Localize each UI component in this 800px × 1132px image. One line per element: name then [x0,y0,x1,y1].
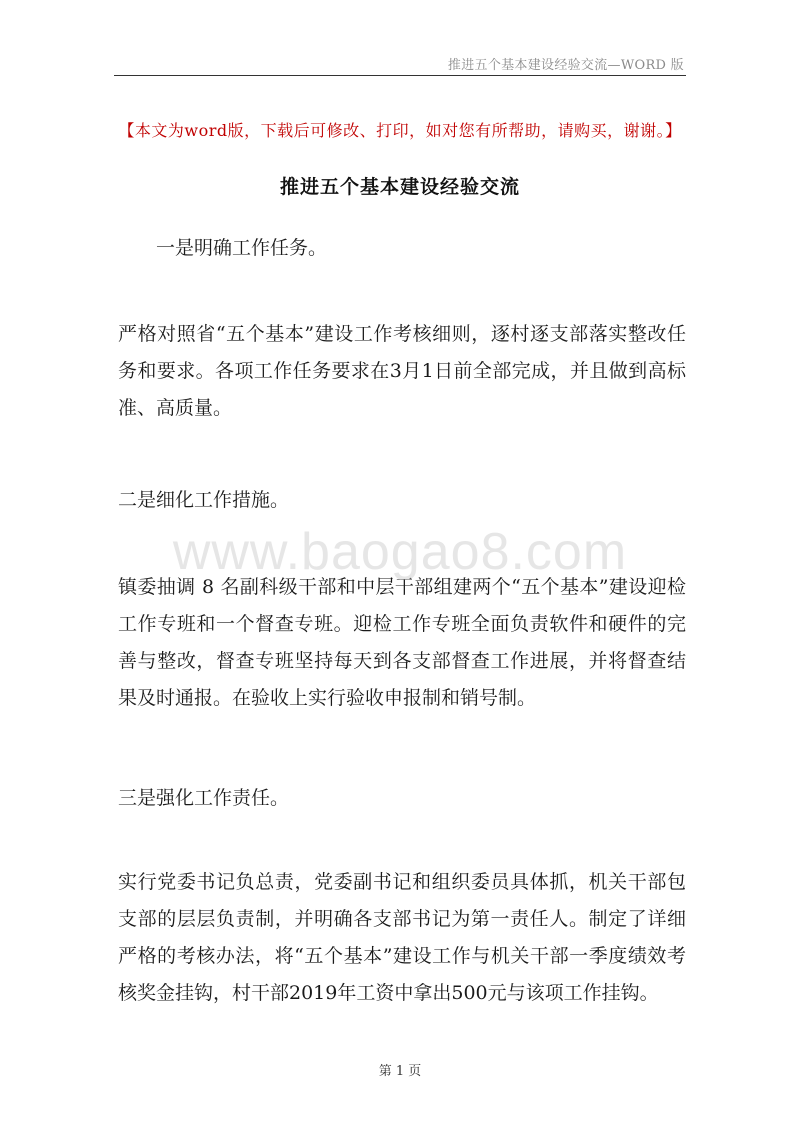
header-title: 推进五个基本建设经验交流—WORD 版 [447,58,684,73]
watermark: www.baogao8.com [172,523,628,581]
header-divider [114,75,686,76]
section-heading-2: 二是细化工作措施。 [118,489,290,511]
document-title: 推进五个基本建设经验交流 [279,176,520,198]
paragraph-3: 实行党委书记负总责，党委副书记和组织委员具体抓，机关干部包支部的层层负责制，并明确各支部书记为第一责任人。制定了详细严格的考核办法，将“五个基本”建设工作与机关干部一季度绩效考核奖金挂钩，村干部2019年工资中拿出500元与该项工作挂钩。 [118,871,686,1004]
section-heading-3: 三是强化工作责任。 [118,787,290,809]
paragraph-2: 镇委抽调 8 名副科级干部和中层干部组建两个“五个基本”建设迎检工作专班和一个督查专班。迎检工作专班全面负责软件和硬件的完善与整改，督查专班坚持每天到各支部督查工作进展，并将督查结果及时通报。在验收上实行验收申报制和销号制。 [118,576,686,709]
section-heading-1: 一是明确工作任务。 [156,237,328,259]
page-number: 第 1 页 [378,1064,422,1079]
paragraph-1: 严格对照省“五个基本”建设工作考核细则，逐村逐支部落实整改任务和要求。各项工作任务要求在3月1日前全部完成，并且做到高标准、高质量。 [118,323,686,419]
download-notice: 【本文为word版，下载后可修改、打印，如对您有所帮助，请购买，谢谢。】 [118,121,682,140]
